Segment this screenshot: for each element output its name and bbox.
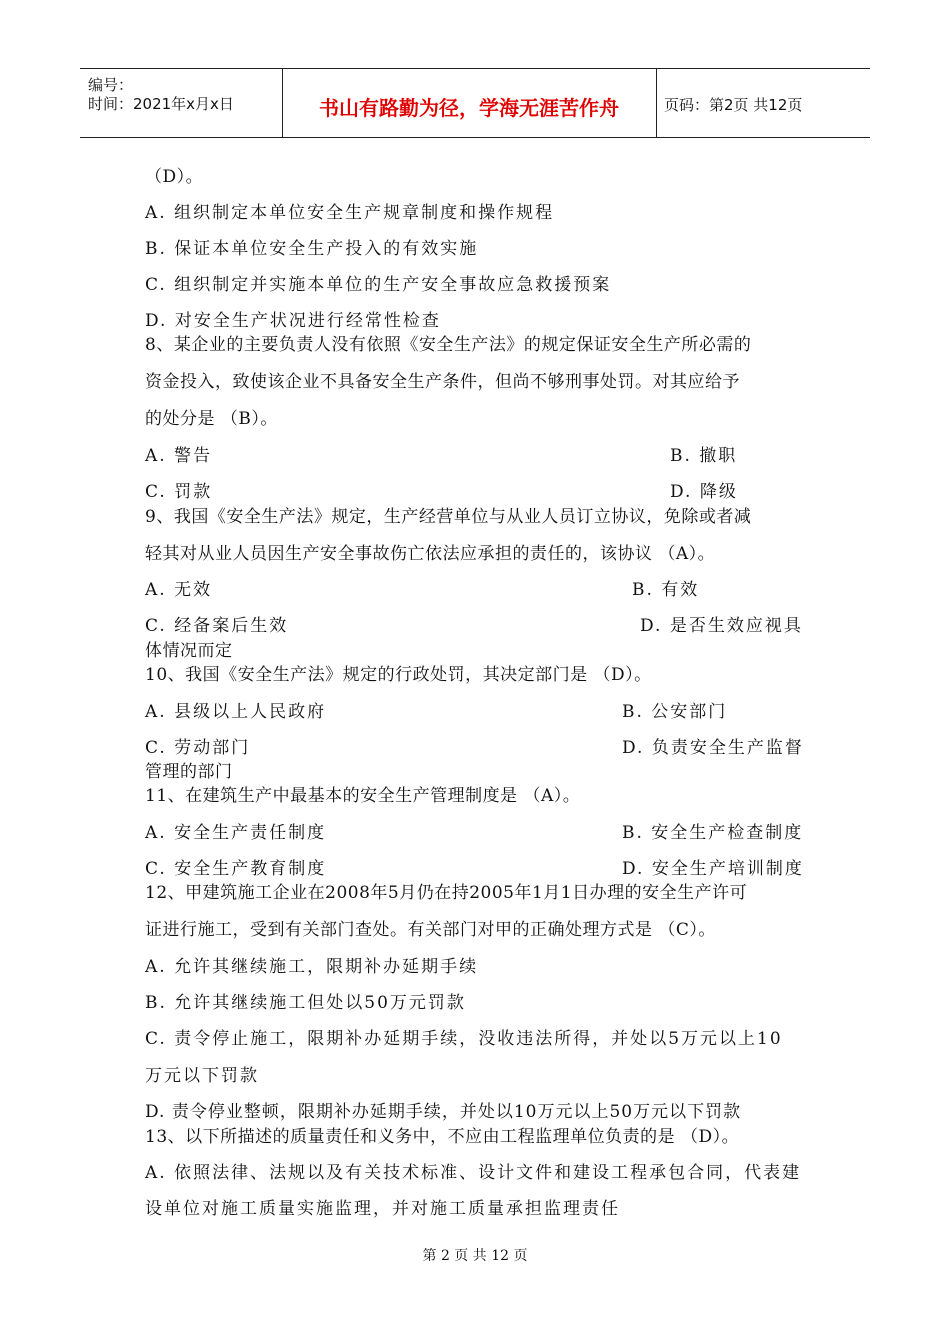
question-8-line-1: 8、某企业的主要负责人没有依照《安全生产法》的规定保证安全生产所必需的	[145, 335, 752, 355]
option-c: C. 组织制定并实施本单位的生产安全事故应急救援预案	[145, 275, 612, 295]
option-a: A. 警告	[145, 446, 213, 466]
question-8-line-2: 资金投入，致使该企业不具备安全生产条件，但尚不够刑事处罚。对其应给予	[145, 372, 740, 392]
motto: 书山有路勤为径，学海无涯苦作舟	[319, 96, 619, 120]
option-a: A. 安全生产责任制度	[145, 823, 327, 843]
option-b: B. 有效	[632, 580, 700, 600]
option-d: D. 安全生产培训制度	[622, 859, 804, 879]
header-page-cell	[656, 69, 870, 137]
option-c: C. 安全生产教育制度	[145, 859, 327, 879]
page-header	[80, 68, 870, 138]
option-b: B. 公安部门	[622, 702, 728, 722]
option-c-continuation: 万元以下罚款	[145, 1066, 259, 1086]
header-motto-cell	[282, 69, 657, 137]
option-b: B. 撤职	[670, 446, 738, 466]
page-footer: 第 2 页 共 12 页	[422, 1248, 528, 1264]
option-c: C. 罚款	[145, 482, 213, 502]
option-a: A. 允许其继续施工，限期补办延期手续	[145, 957, 479, 977]
question-13-line-1: 13、以下所描述的质量责任和义务中，不应由工程监理单位负责的是 （D）。	[145, 1127, 740, 1147]
option-c: C. 责令停止施工，限期补办延期手续，没收违法所得，并处以5万元以上10	[145, 1029, 783, 1049]
option-c: C. 经备案后生效	[145, 616, 289, 636]
option-d: D. 是否生效应视具	[640, 616, 803, 636]
option-c: C. 劳动部门	[145, 738, 251, 758]
question-8-line-3: 的处分是 （B）。	[145, 409, 278, 429]
question-10-line-1: 10、我国《安全生产法》规定的行政处罚，其决定部门是 （D）。	[145, 665, 652, 685]
option-a: A. 县级以上人民政府	[145, 702, 327, 722]
option-a: A. 无效	[145, 580, 213, 600]
question-9-line-1: 9、我国《安全生产法》规定，生产经营单位与从业人员订立协议，免除或者减	[145, 507, 752, 527]
option-d: D. 降级	[670, 482, 738, 502]
page-info: 页码：第2页 共12页	[664, 96, 803, 114]
question-12-line-2: 证进行施工，受到有关部门查处。有关部门对甲的正确处理方式是 （C）。	[145, 920, 716, 940]
option-d: D. 对安全生产状况进行经常性检查	[145, 311, 441, 331]
option-a: A. 依照法律、法规以及有关技术标准、设计文件和建设工程承包合同，代表建	[145, 1163, 802, 1183]
number-label: 编号：	[88, 76, 134, 94]
option-d-continuation: 体情况而定	[145, 641, 233, 661]
option-a: A. 组织制定本单位安全生产规章制度和操作规程	[145, 203, 555, 223]
answer-line: （D）。	[145, 167, 204, 187]
option-d: D. 负责安全生产监督	[622, 738, 804, 758]
option-b: B. 保证本单位安全生产投入的有效实施	[145, 239, 479, 259]
question-11-line-1: 11、在建筑生产中最基本的安全生产管理制度是 （A）。	[145, 786, 581, 806]
header-info-cell	[80, 69, 283, 137]
option-d: D. 责令停业整顿，限期补办延期手续，并处以10万元以上50万元以下罚款	[145, 1102, 742, 1122]
option-d-continuation: 管理的部门	[145, 762, 233, 782]
question-12-line-1: 12、甲建筑施工企业在2008年5月仍在持2005年1月1日办理的安全生产许可	[145, 883, 748, 903]
option-a-continuation: 设单位对施工质量实施监理，并对施工质量承担监理责任	[145, 1199, 620, 1219]
question-9-line-2: 轻其对从业人员因生产安全事故伤亡依法应承担的责任的，该协议 （A）。	[145, 544, 716, 564]
option-b: B. 允许其继续施工但处以50万元罚款	[145, 993, 466, 1013]
option-b: B. 安全生产检查制度	[622, 823, 804, 843]
time-label: 时间：2021年x月x日	[88, 95, 234, 113]
